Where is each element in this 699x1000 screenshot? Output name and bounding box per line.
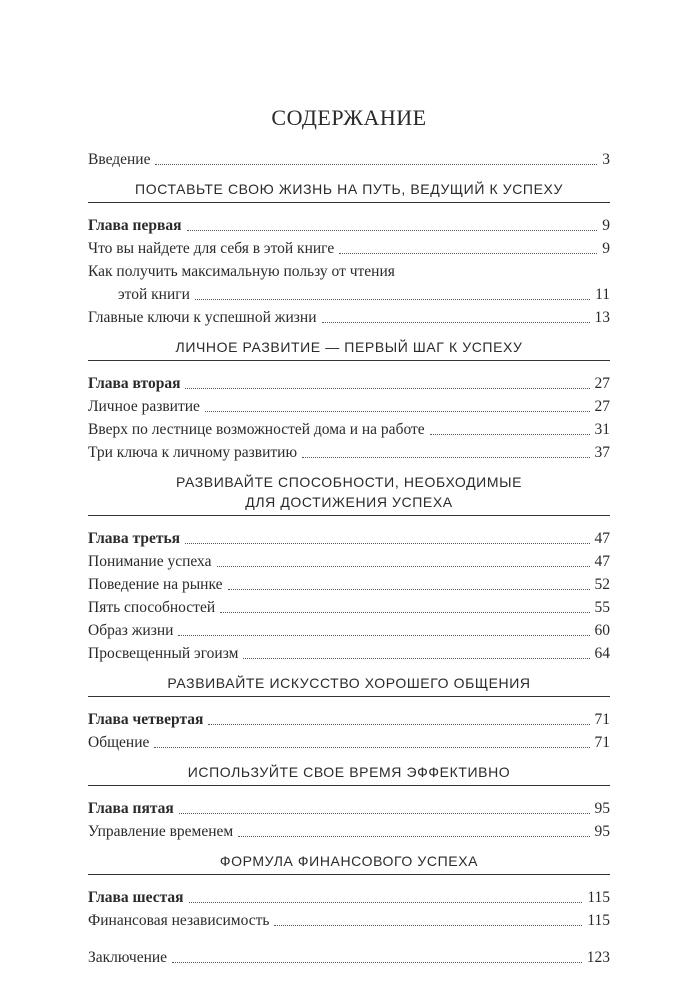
section-heading-rule: [88, 179, 610, 203]
chapter-label: Глава третья: [88, 530, 181, 547]
toc-page-number: 3: [602, 151, 610, 168]
toc-entry[interactable]: [88, 550, 610, 573]
section-heading-rule: [88, 673, 610, 697]
toc-entry[interactable]: [88, 619, 610, 642]
section-heading: [88, 337, 610, 361]
toc-page-number: 71: [594, 711, 610, 728]
dot-leader: [208, 724, 589, 725]
dot-leader: [322, 322, 590, 323]
toc-page-number: 115: [587, 889, 610, 906]
toc-chapter-entry[interactable]: [88, 527, 610, 550]
toc-entry-label: Вверх по лестнице возможностей дома и на работе: [88, 421, 425, 438]
section-heading: [88, 673, 610, 697]
chapter-label: Глава четвертая: [88, 711, 204, 728]
toc-entry-label: Поведение на рынке: [88, 576, 223, 593]
toc-entry[interactable]: [88, 441, 610, 464]
toc-entry-continuation: [88, 283, 610, 306]
toc-page-number: 123: [586, 949, 610, 966]
toc-page-number: 27: [594, 375, 610, 392]
chapter-label: Глава первая: [88, 217, 182, 234]
chapter-label: Глава вторая: [88, 375, 181, 392]
section-heading-line: ДЛЯ ДОСТИЖЕНИЯ УСПЕХА: [245, 494, 453, 510]
section-heading-rule: [88, 492, 610, 516]
toc-entry-label: Как получить максимальную пользу от чтения: [88, 263, 395, 280]
page-title: СОДЕРЖАНИЕ: [271, 105, 427, 130]
toc-page-number: 27: [594, 398, 610, 415]
section-heading-line: ИСПОЛЬЗУЙТЕ СВОЕ ВРЕМЯ ЭФФЕКТИВНО: [187, 764, 511, 780]
toc-entry-label-continued: этой книги: [118, 286, 190, 303]
toc-entry[interactable]: [88, 573, 610, 596]
dot-leader: [220, 612, 589, 613]
toc-page-number: 64: [594, 645, 610, 662]
section-heading: [88, 472, 610, 516]
toc-chapter-entry[interactable]: [88, 708, 610, 731]
section-heading-line: РАЗВИВАЙТЕ ИСКУССТВО ХОРОШЕГО ОБЩЕНИЯ: [167, 675, 531, 691]
toc-entry-label: Пять способностей: [88, 599, 216, 616]
section-heading: [88, 851, 610, 875]
toc-entry[interactable]: [88, 395, 610, 418]
dot-leader: [243, 658, 589, 659]
dot-leader: [205, 411, 590, 412]
section-heading: [88, 179, 610, 203]
section-heading-line: ФОРМУЛА ФИНАНСОВОГО УСПЕХА: [219, 853, 479, 869]
dot-leader: [228, 589, 590, 590]
section-heading-rule: [88, 762, 610, 786]
toc-chapter-entry[interactable]: [88, 372, 610, 395]
section-heading-line: ПОСТАВЬТЕ СВОЮ ЖИЗНЬ НА ПУТЬ, ВЕДУЩИЙ К УСПЕХУ: [135, 181, 563, 197]
toc-chapter-entry[interactable]: [88, 797, 610, 820]
toc-page-number: 95: [594, 800, 610, 817]
dot-leader: [189, 902, 583, 903]
toc-entry-intro[interactable]: [88, 148, 610, 171]
toc-entry-label: Просвещенный эгоизм: [88, 645, 239, 662]
toc-page-number: 47: [594, 553, 610, 570]
dot-leader: [155, 164, 597, 165]
toc-chapter-entry[interactable]: [88, 886, 610, 909]
toc-entry-label: Три ключа к личному развитию: [88, 444, 298, 461]
section-heading-rule: [88, 851, 610, 875]
toc-entry-label: Что вы найдете для себя в этой книге: [88, 240, 335, 257]
toc-entry[interactable]: [88, 260, 610, 306]
toc-page-number: 9: [602, 240, 610, 257]
toc-page-number: 95: [594, 823, 610, 840]
toc-page-number: 13: [594, 309, 610, 326]
dot-leader: [154, 747, 589, 748]
chapter-label: Глава пятая: [88, 800, 174, 817]
toc-entry[interactable]: [88, 306, 610, 329]
section-heading-line: ЛИЧНОЕ РАЗВИТИЕ — ПЕРВЫЙ ШАГ К УСПЕХУ: [175, 339, 523, 355]
toc-entry-label: Управление временем: [88, 823, 234, 840]
dot-leader: [185, 543, 589, 544]
section-heading: [88, 762, 610, 786]
toc-entry-label: Образ жизни: [88, 622, 174, 639]
toc-entry-conclusion[interactable]: [88, 946, 610, 969]
toc-page-number: 55: [594, 599, 610, 616]
toc-entry-label: Введение: [88, 151, 151, 168]
dot-leader: [178, 635, 589, 636]
dot-leader: [195, 299, 590, 300]
toc-entry[interactable]: [88, 731, 610, 754]
toc-page-number: 31: [594, 421, 610, 438]
toc-page-number: 11: [595, 286, 610, 303]
toc-entry-label: Финансовая независимость: [88, 912, 270, 929]
dot-leader: [187, 230, 598, 231]
toc-page-number: 115: [587, 912, 610, 929]
toc-entry[interactable]: [88, 237, 610, 260]
chapter-label: Глава шестая: [88, 889, 184, 906]
toc-page-number: 37: [594, 444, 610, 461]
toc-page-number: 60: [594, 622, 610, 639]
section-heading-line: РАЗВИВАЙТЕ СПОСОБНОСТИ, НЕОБХОДИМЫЕ: [175, 474, 523, 490]
toc-chapter-entry[interactable]: [88, 214, 610, 237]
dot-leader: [430, 434, 590, 435]
dot-leader: [274, 925, 582, 926]
toc-page-number: 9: [602, 217, 610, 234]
toc-entry[interactable]: [88, 596, 610, 619]
toc-entry[interactable]: [88, 418, 610, 441]
dot-leader: [238, 836, 589, 837]
toc-entry[interactable]: [88, 820, 610, 843]
toc-page-number: 47: [594, 530, 610, 547]
toc-page-number: 71: [594, 734, 610, 751]
toc-entry[interactable]: [88, 909, 610, 932]
dot-leader: [185, 388, 589, 389]
dot-leader: [179, 813, 590, 814]
toc-entry-label: Личное развитие: [88, 398, 200, 415]
dot-leader: [217, 566, 590, 567]
toc-page-number: 52: [594, 576, 610, 593]
dot-leader: [339, 253, 597, 254]
toc-entry-label: Главные ключи к успешной жизни: [88, 309, 317, 326]
table-of-contents: [88, 105, 610, 969]
section-heading-rule: [88, 337, 610, 361]
toc-entry-label: Общение: [88, 734, 150, 751]
dot-leader: [302, 457, 589, 458]
toc-entry-label: Понимание успеха: [88, 553, 212, 570]
spacer: [88, 932, 610, 946]
toc-entry[interactable]: [88, 642, 610, 665]
toc-entry-label: Заключение: [88, 949, 168, 966]
dot-leader: [172, 962, 582, 963]
